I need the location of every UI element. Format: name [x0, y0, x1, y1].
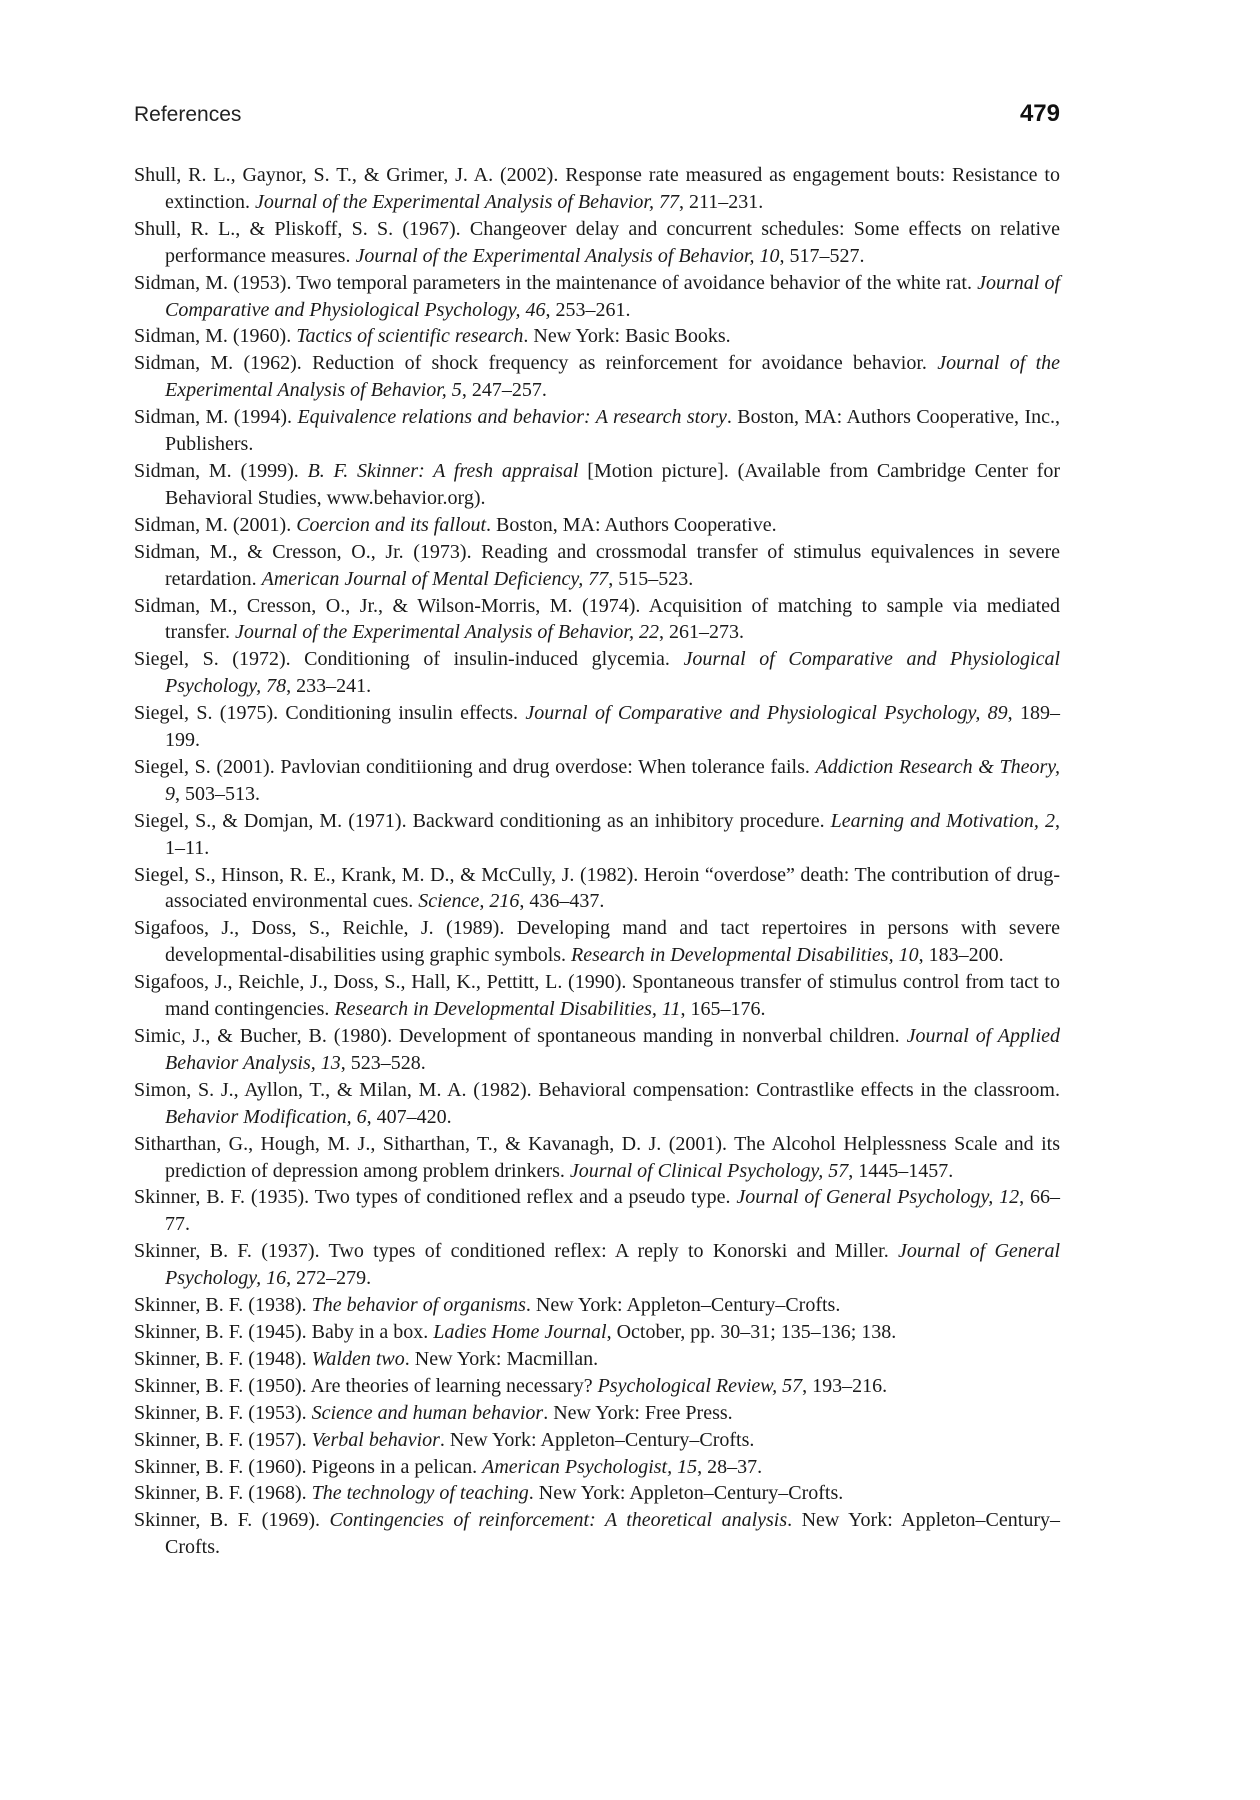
reference-text: Sidman, M. (1953). Two temporal parameters in the maintenance of avoidance behavior of the white rat. [134, 271, 978, 294]
reference-text: Simic, J., & Bucher, B. (1980). Development of spontaneous manding in nonverbal children. [134, 1025, 907, 1047]
reference-pages: , 261–273. [659, 621, 744, 644]
reference-pages: , 183–200. [918, 944, 1004, 967]
reference-source: Science and human behavior [311, 1401, 544, 1424]
reference-source: Journal of Applied Behavior Analysis, 13 [165, 1025, 1061, 1074]
reference-text: Skinner, B. F. (1957). [134, 1428, 312, 1451]
reference-pages: . New York: Basic Books. [523, 325, 731, 348]
reference-pages: [Motion picture]. (Available from Cambridge Center for Behavioral Studies, www.behavior.org). [165, 459, 1060, 509]
document-page [134, 100, 1060, 1561]
reference-entry [134, 862, 1060, 916]
reference-source: Research in Developmental Disabilities, 11 [334, 998, 681, 1021]
reference-pages: , 1–11. [165, 809, 1061, 859]
reference-text: Sidman, M. (1960). [134, 325, 297, 348]
reference-pages: , 189–199. [165, 702, 1061, 752]
reference-text: Skinner, B. F. (1948). [134, 1347, 312, 1370]
running-head [134, 100, 1060, 140]
reference-pages: , 211–231. [679, 190, 764, 213]
reference-source: Journal of Comparative and Physiological Psychology, 46 [165, 271, 1060, 321]
reference-text: Skinner, B. F. (1969). [134, 1509, 330, 1532]
reference-entry [134, 700, 1060, 754]
reference-list [134, 162, 1060, 1561]
reference-entry [134, 646, 1060, 700]
reference-pages: , 436–437. [519, 890, 605, 913]
reference-text: Skinner, B. F. (1945). Baby in a box. [134, 1320, 434, 1343]
reference-source: Science, 216 [418, 890, 520, 913]
reference-pages: , 66–77. [165, 1186, 1061, 1236]
reference-text: Skinner, B. F. (1938). [134, 1294, 312, 1317]
reference-text: Sidman, M. (1994). [134, 406, 298, 429]
section-title: References [134, 103, 242, 126]
reference-text: Siegel, S. (2001). Pavlovian conditiioning and drug overdose: When tolerance fails. [134, 755, 816, 778]
reference-source: Behavior Modification, 6 [165, 1105, 367, 1128]
reference-entry [134, 1507, 1060, 1561]
reference-source: Journal of Comparative and Physiological Psychology, 78 [165, 648, 1061, 698]
reference-pages: , 517–527. [779, 244, 865, 267]
reference-source: B. F. Skinner: A fresh appraisal [307, 459, 579, 482]
reference-text: Skinner, B. F. (1935). Two types of conditioned reflex and a pseudo type. [134, 1186, 737, 1209]
reference-pages: , 407–420. [366, 1105, 452, 1128]
reference-pages: , 253–261. [545, 298, 631, 321]
reference-entry [134, 539, 1060, 593]
reference-entry [134, 969, 1060, 1023]
reference-pages: , 515–523. [608, 567, 694, 590]
reference-entry [134, 1400, 1060, 1427]
reference-text: Sidman, M. (2001). [134, 513, 297, 536]
reference-text: Sitharthan, G., Hough, M. J., Sitharthan, T., & Kavanagh, D. J. (2001). The Alcohol Helplessness Scale and its prediction of depression among problem drinkers. [134, 1132, 1060, 1182]
reference-entry [134, 404, 1060, 458]
reference-text: Siegel, S., & Domjan, M. (1971). Backward conditioning as an inhibitory procedure. [134, 809, 831, 832]
reference-text: Shull, R. L., & Pliskoff, S. S. (1967). Changeover delay and concurrent schedules: Some effects on relative performance measures. [134, 217, 1060, 267]
reference-source: Tactics of scientific research [296, 325, 524, 348]
reference-text: Simon, S. J., Ayllon, T., & Milan, M. A. (1982). Behavioral compensation: Contrastlike effects in the classroom. [134, 1078, 1060, 1101]
reference-source: American Journal of Mental Deficiency, 77 [261, 567, 609, 590]
reference-source: Equivalence relations and behavior: A research story [297, 406, 727, 429]
reference-pages: . New York: Appleton–Century–Crofts. [165, 1509, 1060, 1559]
reference-text: Sigafoos, J., Doss, S., Reichle, J. (1989). Developing mand and tact repertoires in persons with severe developmental-disabilities using graphic symbols. [134, 917, 1060, 967]
reference-source: Journal of Clinical Psychology, 57 [569, 1159, 849, 1182]
reference-entry [134, 216, 1060, 270]
reference-pages: , 272–279. [286, 1267, 372, 1290]
reference-source: Journal of the Experimental Analysis of Behavior, 10 [355, 244, 780, 267]
reference-entry [134, 1023, 1060, 1077]
reference-entry [134, 1077, 1060, 1131]
reference-source: Learning and Motivation, 2 [830, 809, 1056, 832]
reference-text: Sidman, M. (1999). [134, 459, 308, 482]
reference-entry [134, 162, 1060, 216]
reference-entry [134, 1184, 1060, 1238]
reference-source: Journal of the Experimental Analysis of Behavior, 22 [234, 621, 659, 644]
reference-source: Journal of General Psychology, 12 [736, 1186, 1020, 1209]
reference-pages: , October, pp. 30–31; 135–136; 138. [606, 1320, 897, 1343]
reference-pages: , 523–528. [340, 1051, 426, 1074]
reference-source: Journal of the Experimental Analysis of Behavior, 77 [254, 190, 679, 213]
reference-text: Sidman, M., & Cresson, O., Jr. (1973). Reading and crossmodal transfer of stimulus equivalences in severe retardation. [134, 540, 1060, 590]
reference-source: American Psychologist, 15 [482, 1455, 698, 1478]
reference-entry [134, 808, 1060, 862]
reference-source: Journal of the Experimental Analysis of Behavior, 5 [165, 352, 1060, 402]
reference-text: Skinner, B. F. (1950). Are theories of learning necessary? [134, 1374, 598, 1397]
reference-entry [134, 1480, 1060, 1507]
reference-entry [134, 1346, 1060, 1373]
reference-entry [134, 1373, 1060, 1400]
reference-text: Skinner, B. F. (1953). [134, 1401, 312, 1424]
reference-entry [134, 1292, 1060, 1319]
reference-pages: , 193–216. [802, 1374, 888, 1397]
reference-entry [134, 512, 1060, 539]
reference-source: Ladies Home Journal [433, 1320, 607, 1343]
reference-pages: . New York: Appleton–Century–Crofts. [525, 1294, 841, 1317]
reference-source: The behavior of organisms [311, 1294, 526, 1317]
reference-entry [134, 270, 1060, 324]
reference-entry [134, 1131, 1060, 1185]
reference-entry [134, 350, 1060, 404]
reference-pages: , 1445–1457. [848, 1159, 954, 1182]
reference-text: Sigafoos, J., Reichle, J., Doss, S., Hall, K., Pettitt, L. (1990). Spontaneous transfer of stimulus control from tact to mand contingencies. [134, 971, 1060, 1021]
reference-text: Siegel, S., Hinson, R. E., Krank, M. D., & McCully, J. (1982). Heroin “overdose” death: The contribution of drug-associated environmental cues. [134, 863, 1060, 913]
reference-source: Coercion and its fallout [296, 513, 487, 536]
reference-source: Research in Developmental Disabilities, 10 [571, 944, 919, 967]
reference-source: Contingencies of reinforcement: A theoretical analysis [329, 1509, 788, 1532]
reference-pages: . New York: Macmillan. [404, 1347, 599, 1370]
reference-source: Verbal behavior [311, 1428, 440, 1451]
reference-entry [134, 1319, 1060, 1346]
reference-source: Walden two [311, 1347, 405, 1370]
reference-entry [134, 1238, 1060, 1292]
reference-entry [134, 593, 1060, 647]
reference-pages: , 247–257. [461, 379, 547, 402]
reference-pages: , 503–513. [175, 782, 260, 805]
reference-pages: . Boston, MA: Authors Cooperative, Inc., Publishers. [165, 406, 1061, 456]
reference-pages: . New York: Appleton–Century–Crofts. [528, 1482, 844, 1505]
reference-text: Sidman, M. (1962). Reduction of shock frequency as reinforcement for avoidance behavior. [134, 352, 938, 375]
reference-source: The technology of teaching [311, 1482, 529, 1505]
reference-pages: . Boston, MA: Authors Cooperative. [486, 513, 777, 536]
page-number: 479 [1019, 100, 1060, 127]
reference-text: Siegel, S. (1975). Conditioning insulin effects. [134, 702, 526, 725]
reference-pages: . New York: Free Press. [543, 1401, 733, 1424]
reference-text: Skinner, B. F. (1937). Two types of conditioned reflex: A reply to Konorski and Miller. [134, 1240, 899, 1263]
reference-entry [134, 1427, 1060, 1454]
reference-entry [134, 915, 1060, 969]
reference-entry [134, 458, 1060, 512]
reference-entry [134, 323, 1060, 350]
reference-entry [134, 1454, 1060, 1481]
reference-entry [134, 754, 1060, 808]
reference-pages: , 233–241. [286, 675, 372, 698]
reference-text: Sidman, M., Cresson, O., Jr., & Wilson-Morris, M. (1974). Acquisition of matching to sample via mediated transfer. [134, 594, 1060, 644]
reference-pages: , 28–37. [697, 1455, 763, 1478]
reference-pages: . New York: Appleton–Century–Crofts. [439, 1428, 755, 1451]
reference-text: Skinner, B. F. (1960). Pigeons in a pelican. [134, 1455, 483, 1478]
reference-text: Shull, R. L., Gaynor, S. T., & Grimer, J. A. (2002). Response rate measured as engagement bouts: Resistance to extinction. [134, 164, 1060, 213]
reference-source: Journal of General Psychology, 16 [165, 1240, 1060, 1290]
reference-text: Skinner, B. F. (1968). [134, 1482, 312, 1505]
reference-source: Journal of Comparative and Physiological Psychology, 89 [525, 702, 1008, 725]
reference-text: Siegel, S. (1972). Conditioning of insulin-induced glycemia. [134, 648, 684, 671]
reference-source: Psychological Review, 57 [597, 1374, 803, 1397]
reference-source: Addiction Research & Theory, 9 [165, 755, 1060, 805]
reference-pages: , 165–176. [680, 998, 766, 1021]
